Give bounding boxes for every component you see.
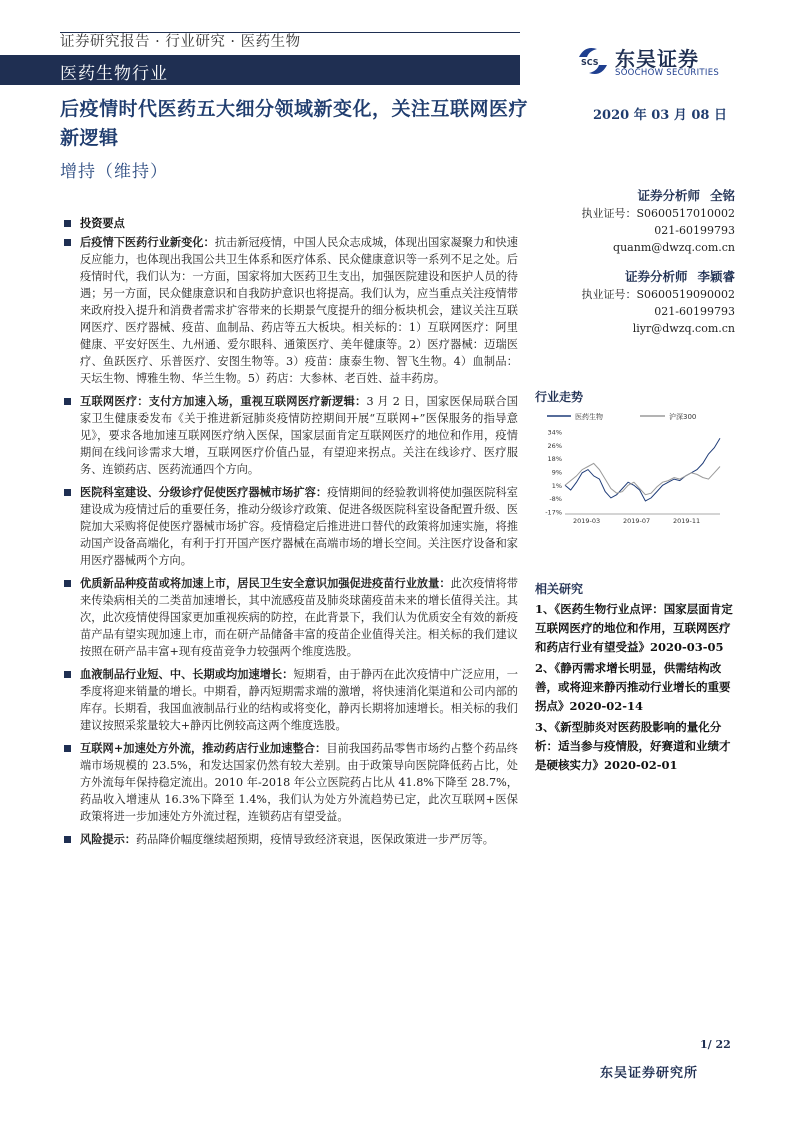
report-title: 后疫情时代医药五大细分领域新变化，关注互联网医疗新逻辑 [60, 98, 529, 149]
analyst-cert: 执业证号：S0600517010002 [581, 207, 735, 220]
summary-item: 优质新品种疫苗或将加速上市，居民卫生安全意识加强促进疫苗行业放量：此次疫情将带来传染病相关的二类苗加速增长，其中流感疫苗及肺炎球菌疫苗未来的增长值得关注。其次，此次疫情使得国家更加重视疾病的防控，在此背景下，我们认为优质安全有效的新疫苗产品有望实现加速上市，而在研产品储备丰富的疫苗企业值得关注。相关标的我们建议按照在研产品丰富+现有疫苗竞争力较强两个维度选股。 [60, 575, 518, 660]
summary-item: 后疫情下医药行业新变化：抗击新冠疫情，中国人民众志成城，体现出国家凝聚力和快速反应能力，也体现出我国公共卫生体系和医疗体系、民众健康意识等一系列不足之处。后疫情时代，我们认为：一方面，国家将加大医药卫生支出，加强医院建设和医护人员的待遇；另一方面，民众健康意识和自我防护意识也将提高。我们认为，应当重点关注疫情带来政府投入提升和消费者需求扩容带来的长期景气度提升的细分板块机会，建议关注互联网医疗、医疗器械、疫苗、血制品、药店等五大板块。相关标的：1）互联网医疗：阿里健康、平安好医生、九州通、爱尔眼科、通策医疗、美年健康等。2）医疗器械：迈瑞医疗、鱼跃医疗、乐普医疗、安图生物等。3）疫苗：康泰生物、智飞生物。4）血制品：天坛生物、博雅生物、华兰生物。5）药店：大参林、老百姓、益丰药房。 [60, 234, 518, 387]
analyst-cert: 执业证号：S0600519090002 [581, 288, 735, 301]
square-bullet-icon [64, 671, 71, 678]
trend-chart-svg [535, 412, 730, 530]
analyst-phone: 021-60199793 [654, 224, 735, 237]
y-tick-label: -17% [545, 508, 562, 517]
summary-item: 血液制品行业短、中、长期或均加速增长：短期看，由于静丙在此次疫情中广泛应用，一季度将迎来销量的增长。中期看，静丙短期需求端的激增，将快速消化渠道和公司内部的库存。长期看，我国血液制品行业的结构或将变化，静丙长期将加速增长。相关标的我们建议按照采浆量较大+静丙比例较高这两个维度选股。 [60, 666, 518, 734]
logo-cn: 东吴证券 [615, 47, 699, 71]
summary-item: 风险提示：药品降价幅度继续超预期，疫情导致经济衰退，医保政策进一步严厉等。 [60, 831, 518, 848]
analyst-block [535, 187, 735, 337]
y-tick-label: 9% [551, 468, 562, 477]
analyst-role: 证券分析师 [637, 188, 700, 203]
report-rating: 增持（维持） [60, 162, 168, 182]
related-item[interactable]: 1、《医药生物行业点评：国家层面肯定互联网医疗的地位和作用，互联网医疗和药店行业有望受益》2020-03-05 [535, 602, 733, 654]
analyst-card [535, 187, 735, 256]
report-date: 2020 年 03 月 08 日 [593, 108, 727, 123]
breadcrumb: 证券研究报告 · 行业研究 · 医药生物 [60, 34, 301, 50]
analyst-role: 证券分析师 [624, 269, 688, 284]
square-bullet-icon [64, 489, 71, 496]
related-item[interactable]: 3、《新型肺炎对医药股影响的量化分析：适当参与疫情股，好赛道和业绩才是硬核实力》2020-02-01 [535, 720, 731, 772]
industry-trend-chart [535, 412, 730, 530]
industry-label: 医药生物行业 [60, 64, 168, 84]
analyst-email[interactable]: liyr@dwzq.com.cn [632, 322, 735, 335]
y-tick-label: 34% [547, 428, 562, 437]
analyst-name: 李颖睿 [697, 269, 735, 284]
industry-band [0, 55, 520, 85]
page-number: 1/ 22 [700, 1038, 731, 1051]
analyst-email[interactable]: quanm@dwzq.com.cn [613, 241, 735, 254]
x-tick-label: 2019-07 [623, 517, 651, 525]
square-bullet-icon [64, 239, 71, 246]
logo-mark-icon [575, 43, 611, 79]
y-tick-label: 1% [551, 481, 562, 490]
analyst-card [535, 268, 735, 337]
investment-summary [60, 215, 518, 854]
summary-item: 医院科室建设、分级诊疗促使医疗器械市场扩容：疫情期间的经验教训将使加强医院科室建设成为疫情过后的重要任务，推动分级诊疗政策、促进各级医院科室设备配置升级、医院加大采购将促使医疗器械市场扩容。疫情稳定后推进进口替代的政策将加速实施，将推动国产设备高端化，有利于打开国产医疗器械在高端市场的增长空间。关注医疗设备和家用医疗器械两个方向。 [60, 484, 518, 569]
related-research-list [535, 600, 740, 777]
legend-label-series-1: 沪深300 [669, 413, 697, 421]
square-bullet-icon [64, 745, 71, 752]
square-bullet-icon [64, 398, 71, 405]
y-tick-label: 26% [547, 441, 562, 450]
trend-heading: 行业走势 [535, 390, 584, 404]
summary-heading: 投资要点 [60, 215, 518, 232]
legend-label-series-0: 医药生物 [575, 413, 603, 421]
series-line-1 [565, 463, 720, 494]
square-bullet-icon [64, 836, 71, 843]
square-bullet-icon [64, 580, 71, 587]
x-tick-label: 2019-11 [673, 517, 701, 525]
summary-item: 互联网+加速处方外流，推动药店行业加速整合：目前我国药品零售市场约占整个药品终端市场规模的 23.5%，和发达国家仍然有较大差别。由于政策导向医院降低药占比，处方外流每年保持稳定流出。2010 年-2018 年公立医院药占比从 41.8%下降至 28.7%，药品收入增速从 16.3%下降至 1.4%，我们认为处方外流趋势已定，此次互联网+医保政策将进一步加速处方外流过程，连锁药店有望受益。 [60, 740, 518, 825]
analyst-phone: 021-60199793 [654, 305, 735, 318]
y-tick-label: 18% [547, 455, 562, 464]
square-bullet-icon [64, 220, 71, 227]
related-item[interactable]: 2、《静丙需求增长明显，供需结构改善，或将迎来静丙推动行业增长的重要拐点》2020-02-14 [535, 661, 731, 713]
footer-org: 东吴证券研究所 [600, 1066, 699, 1081]
company-logo [575, 43, 745, 83]
svg-text:SCS: SCS [581, 58, 599, 67]
logo-en: SOOCHOW SECURITIES [615, 68, 720, 78]
y-tick-label: -8% [549, 495, 562, 504]
x-tick-label: 2019-03 [573, 517, 601, 525]
related-heading: 相关研究 [535, 582, 584, 596]
analyst-name: 全铭 [709, 188, 735, 203]
summary-item: 互联网医疗：支付方加速入场，重视互联网医疗新逻辑：3 月 2 日，国家医保局联合国家卫生健康委发布《关于推进新冠肺炎疫情防控期间开展“互联网+”医保服务的指导意见》，要求各地加速互联网医疗纳入医保，国家层面肯定互联网医疗的地位和作用，疫情期间在线问诊需求大增，互联网医疗价值凸显，有望迎来拐点。关注在线诊疗、医疗服务、连锁药店、医药流通四个方向。 [60, 393, 518, 478]
